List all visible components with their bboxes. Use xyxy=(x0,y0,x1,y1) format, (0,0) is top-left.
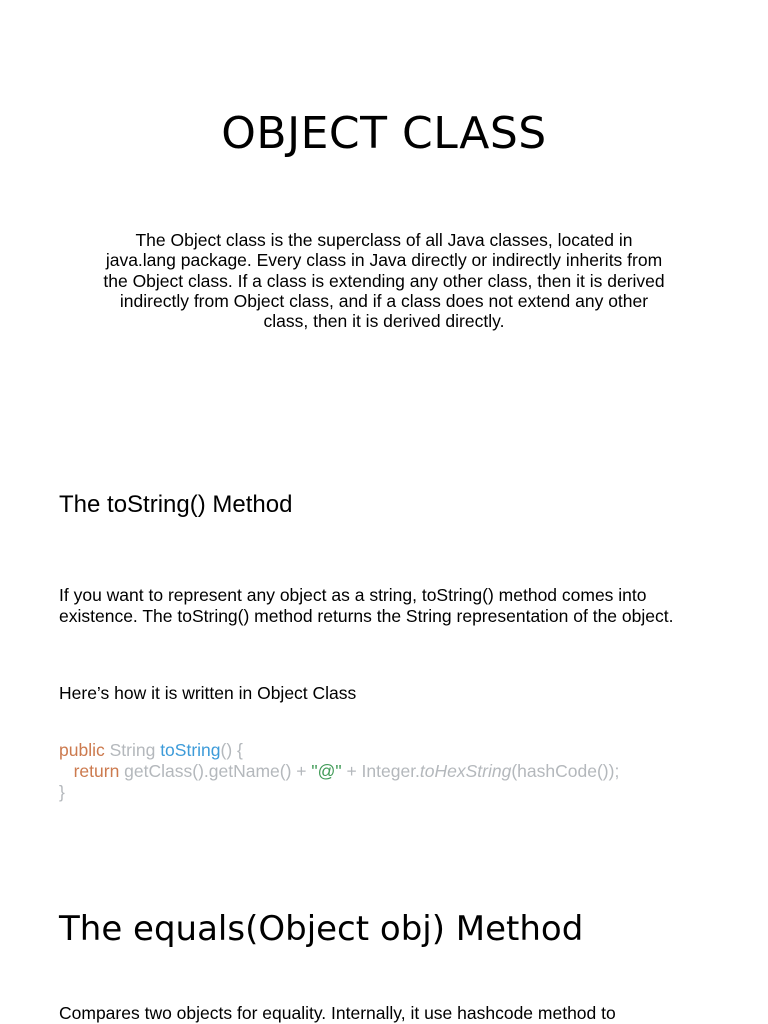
code-keyword-public: public xyxy=(59,740,105,760)
code-block xyxy=(59,740,619,803)
code-type-string: String xyxy=(104,740,161,760)
tostring-paragraph: If you want to represent any object as a string, toString() method comes into existence. The toString() method returns the String representation of the object. xyxy=(59,585,674,626)
page-title: OBJECT CLASS xyxy=(221,108,547,159)
intro-paragraph: The Object class is the superclass of all Java classes, located in java.lang package. Every class in Java directly or indirectly inherits from the Object class. If a class is extending any other class, then it is derived indirectly from Object class, and if a class does not extend any other class, then it is derived directly. xyxy=(103,230,665,332)
code-indent xyxy=(59,761,74,781)
written-note: Here’s how it is written in Object Class xyxy=(59,683,357,703)
code-tohexstring: toHexString xyxy=(419,761,512,781)
code-method-name: toString xyxy=(160,740,221,760)
code-concat: + Integer. xyxy=(341,761,420,781)
equals-paragraph: Compares two objects for equality. Internally, it use hashcode method to xyxy=(59,1003,616,1023)
code-closing-brace: } xyxy=(59,782,65,802)
code-signature-rest: () { xyxy=(220,740,243,760)
code-string-literal: "@" xyxy=(311,761,342,781)
code-hashcode: (hashCode()); xyxy=(511,761,620,781)
tostring-heading: The toString() Method xyxy=(59,491,293,518)
code-keyword-return: return xyxy=(73,761,120,781)
equals-heading: The equals(Object obj) Method xyxy=(59,909,584,949)
code-getclass: getClass().getName() + xyxy=(119,761,312,781)
